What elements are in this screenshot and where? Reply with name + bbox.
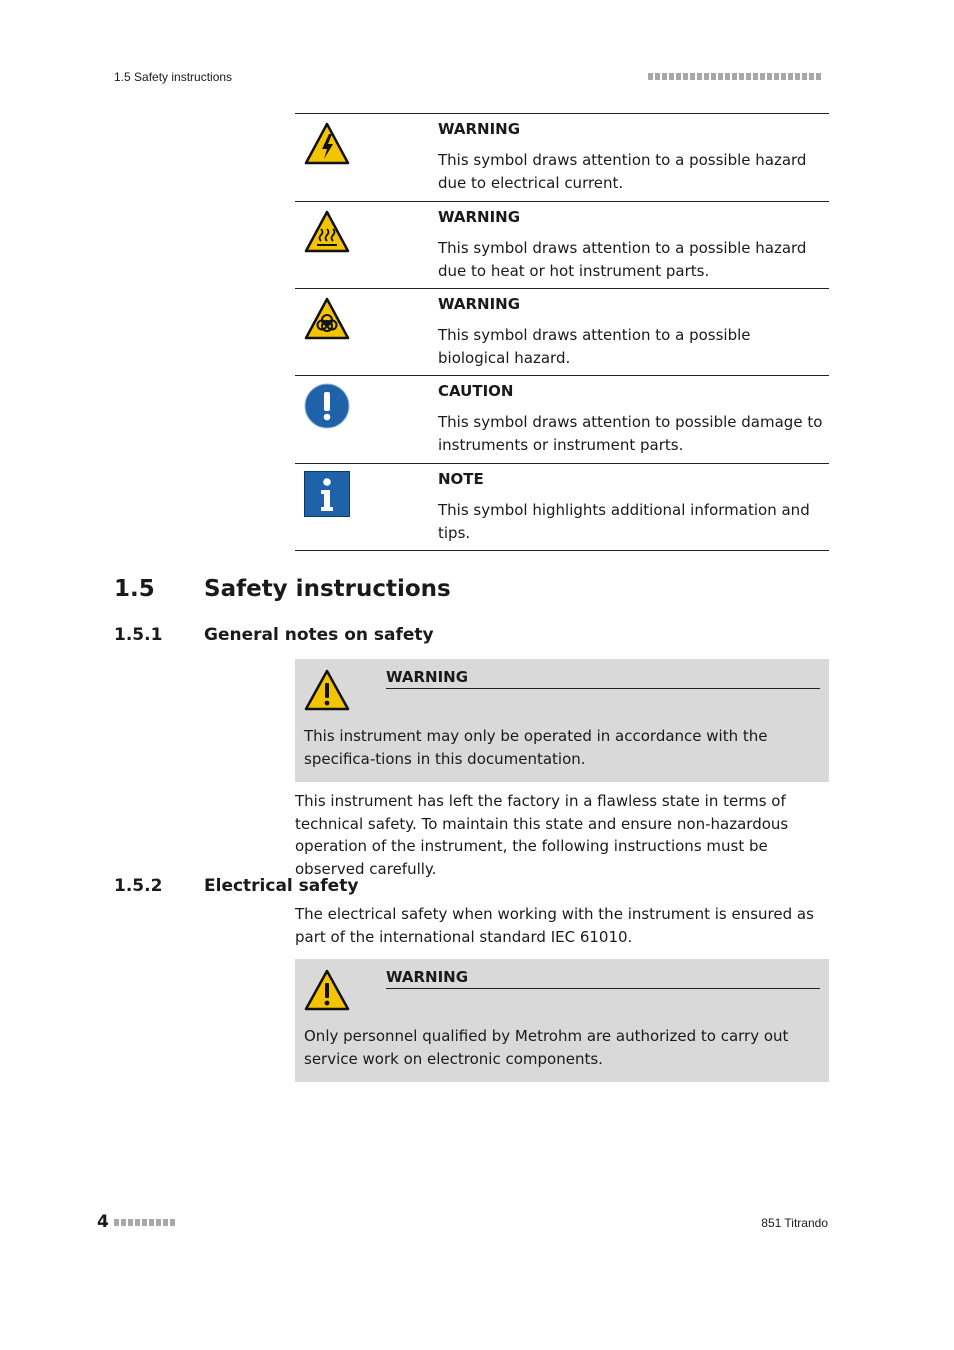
electrical-safety-paragraph: The electrical safety when working with the instrument is ensured as part of the international standard IEC 61010. <box>295 905 814 946</box>
subsection-heading-electrical <box>114 876 358 896</box>
footer-decoration <box>114 1219 175 1226</box>
header-decoration <box>648 73 821 80</box>
warning-triangle-icon <box>304 669 350 711</box>
subsection-title: Electrical safety <box>204 876 359 896</box>
symbol-label: WARNING <box>438 208 521 226</box>
symbol-row-note <box>295 464 829 551</box>
symbol-description: This symbol draws attention to a possible biological hazard. <box>438 326 751 367</box>
running-header: 1.5 Safety instructions <box>114 70 233 84</box>
symbol-label: WARNING <box>438 120 521 138</box>
symbol-row-heat <box>295 202 829 289</box>
section-number: 1.5 <box>114 576 155 602</box>
biohazard-icon <box>304 296 350 342</box>
symbol-description: This symbol draws attention to a possible hazard due to electrical current. <box>438 151 807 192</box>
warning-text: This instrument may only be operated in accordance with the specifica-tions in this documentation. <box>304 727 768 768</box>
hot-surface-icon <box>304 209 350 255</box>
subsection-title: General notes on safety <box>204 625 434 645</box>
warning-text: Only personnel qualified by Metrohm are authorized to carry out service work on electronic components. <box>304 1027 789 1068</box>
product-name: 851 Titrando <box>761 1216 828 1230</box>
caution-exclamation-icon <box>304 383 350 429</box>
symbol-row-caution <box>295 376 829 464</box>
warning-box-electrical <box>295 959 829 1082</box>
section-title: Safety instructions <box>204 576 451 602</box>
symbol-label: WARNING <box>438 295 521 313</box>
symbol-label: CAUTION <box>438 382 514 400</box>
page-number: 4 <box>97 1212 109 1232</box>
symbol-description: This symbol highlights additional information and tips. <box>438 501 810 542</box>
info-icon <box>304 471 350 517</box>
symbol-row-biohazard <box>295 289 829 376</box>
subsection-heading-general <box>114 625 434 645</box>
symbol-row-electric <box>295 114 829 202</box>
warning-box-general <box>295 659 829 782</box>
subsection-number: 1.5.2 <box>114 876 163 896</box>
symbol-description: This symbol draws attention to possible damage to instruments or instrument parts. <box>438 413 823 454</box>
symbol-label: NOTE <box>438 470 484 488</box>
warning-label: WARNING <box>386 668 820 689</box>
section-heading <box>114 576 451 602</box>
general-notes-paragraph: This instrument has left the factory in a flawless state in terms of technical safety. To maintain this state and ensure non-hazardous operation of the instrument, the following instructions must be observed carefully. <box>295 792 789 878</box>
subsection-number: 1.5.1 <box>114 625 163 645</box>
symbol-description: This symbol draws attention to a possible hazard due to heat or hot instrument parts. <box>438 239 807 280</box>
warning-label: WARNING <box>386 968 820 989</box>
electric-hazard-icon <box>304 121 350 167</box>
symbol-legend-table <box>295 113 829 551</box>
warning-triangle-icon <box>304 969 350 1011</box>
